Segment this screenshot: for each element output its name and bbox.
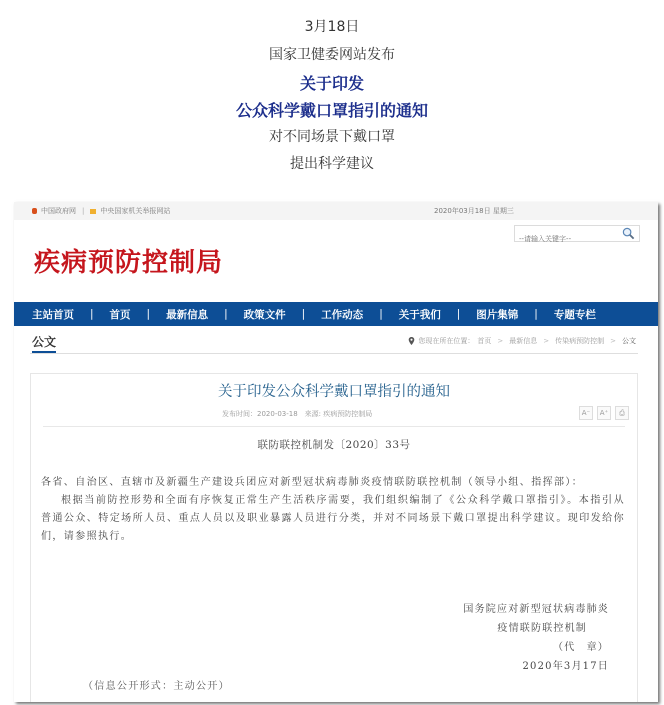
article-body [41,474,625,546]
nav-special-topics[interactable]: 专题专栏 [553,308,596,321]
signature-org-line2: 疫情联防联控机制 [497,623,587,634]
website-screenshot [14,202,658,702]
report-site-icon [90,209,96,214]
disclosure-note: （信息公开形式：主动公开） [83,681,230,692]
intro-headline-line2: 公众科学戴口罩指引的通知 [235,101,428,120]
breadcrumb-current: 公文 [622,337,636,345]
search-icon[interactable] [622,227,635,240]
print-icon[interactable]: ⎙ [615,406,629,420]
nav-separator: | [456,308,461,320]
breadcrumb-separator: > [610,337,616,345]
breadcrumb-separator: > [497,337,504,345]
national-emblem-icon [32,208,37,214]
breadcrumb-infectious-disease[interactable]: 传染病预防控制 [555,337,605,345]
nav-separator: | [224,308,228,320]
article-meta: 发布时间：2020-03-18 来源: 疾病预防控制局 [222,410,373,418]
gov-portal-link[interactable]: 中国政府网 [41,207,76,215]
nav-separator: | [301,308,306,320]
breadcrumb-latest-news[interactable]: 最新信息 [509,337,538,345]
main-nav [14,302,658,326]
report-site-link[interactable]: 中央国家机关举报网站 [100,207,171,215]
nav-about-us[interactable]: 关于我们 [398,308,441,321]
nav-separator: | [146,308,151,320]
nav-separator: | [90,308,94,320]
masthead [14,220,658,302]
nav-work-updates[interactable]: 工作动态 [321,308,364,321]
article-title: 关于印发公众科学戴口罩指引的通知 [218,384,450,400]
intro-date: 3月18日 [304,19,360,35]
salutation: 各省、自治区、直辖市及新疆生产建设兵团应对新型冠状病毒肺炎疫情联防联控机制（领导小组、指挥部）： [41,477,584,488]
font-increase-icon[interactable]: A⁺ [597,406,611,420]
search-box [514,225,640,242]
section-header [14,326,658,354]
article-tools [579,406,629,420]
section-title: 公文 [32,333,56,353]
signature-block [463,600,609,676]
intro-source: 国家卫健委网站发布 [269,47,395,63]
body-paragraph: 根据当前防控形势和全面有序恢复正常生产生活秩序需要，我们组织编制了《公众科学戴口罩指引》。本指引从普通公众、特定场所人员、重点人员以及职业暴露人员进行分类，并对不同场景下戴口罩提出科学建议。现印发给你们，请参照执行。 [41,495,625,542]
nav-latest-news[interactable]: 最新信息 [166,308,209,321]
divider [43,426,625,427]
top-bar [14,202,658,220]
current-date: 2020年03月18日 星期三 [434,207,514,215]
nav-separator: | [379,308,383,320]
signature-seal: （代 章） [553,642,609,653]
article-panel [30,373,638,702]
font-decrease-icon[interactable]: A⁻ [579,406,593,420]
nav-separator: | [534,308,538,320]
divider [30,353,638,354]
intro-summary-line1: 对不同场景下戴口罩 [269,129,395,145]
nav-photo-gallery[interactable]: 图片集锦 [476,308,519,321]
document-number: 联防联控机制发〔2020〕33号 [257,439,411,451]
intro-headline-line1: 关于印发 [299,74,364,93]
search-input[interactable] [515,232,618,247]
topbar-separator: | [82,207,85,215]
nav-home[interactable]: 首页 [109,308,131,321]
nav-main-site[interactable]: 主站首页 [32,308,74,321]
breadcrumb-separator: > [543,337,550,345]
nav-policy-docs[interactable]: 政策文件 [243,308,286,321]
signature-org-line1: 国务院应对新型冠状病毒肺炎 [463,604,609,615]
location-pin-icon [408,337,415,345]
breadcrumb [408,336,636,346]
intro-summary-line2: 提出科学建议 [290,156,374,172]
breadcrumb-home[interactable]: 首页 [477,337,492,345]
site-logo[interactable]: 疾病预防控制局 [34,248,224,278]
signature-date: 2020年3月17日 [522,661,609,672]
breadcrumb-prefix: 您现在所在位置： [418,337,475,345]
